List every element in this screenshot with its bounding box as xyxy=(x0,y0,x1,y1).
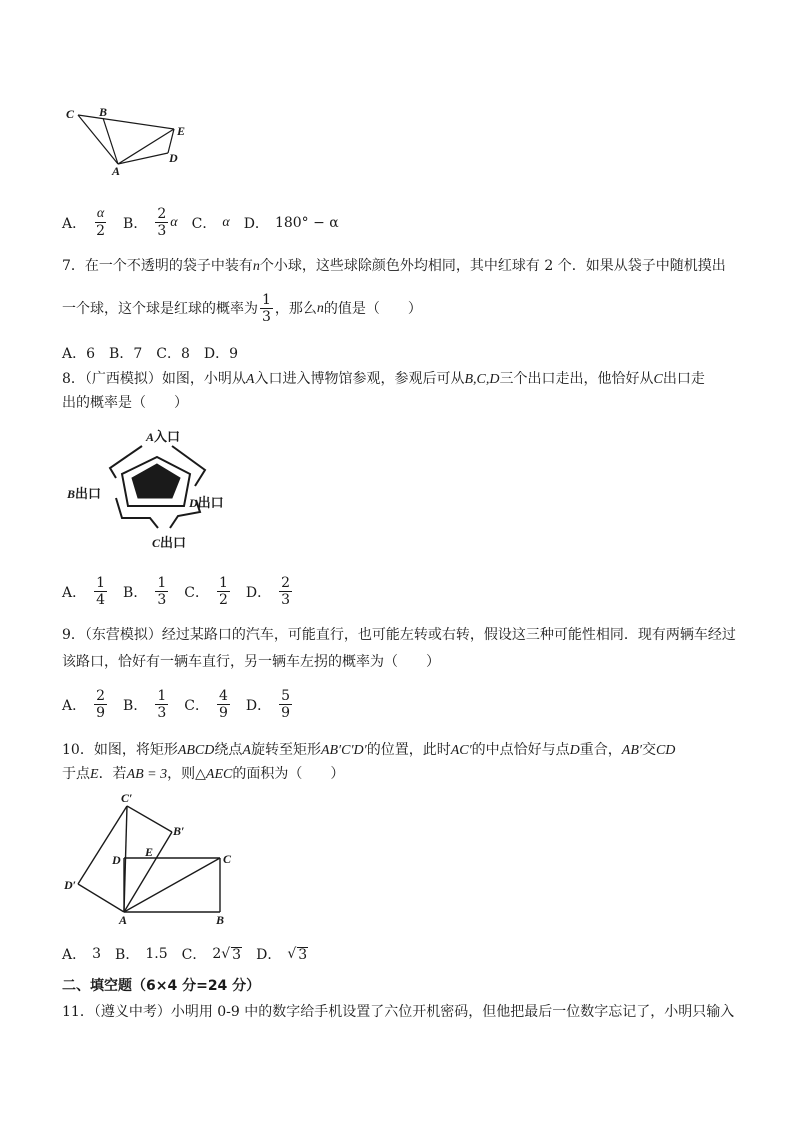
fig10-label-d-prime: D′ xyxy=(64,878,77,892)
q10-line1: 10．如图，将矩形ABCD绕点A旋转至矩形AB′C′D′的位置，此时AC′的中点恰好与点D重合，AB′交CD xyxy=(62,742,676,758)
q8-option-a[interactable]: A． $\frac{1}{4}$ xyxy=(62,575,106,608)
q6-option-b[interactable]: B． $\frac{2}{3}$ α xyxy=(123,206,178,239)
q9-option-c[interactable]: C． $\frac{4}{9}$ xyxy=(184,688,228,721)
q6-option-d[interactable]: D． 180° − α xyxy=(243,214,339,232)
q10-option-c[interactable]: C． 2 √ 3 xyxy=(181,946,242,963)
fig6-label-a: A xyxy=(112,164,121,178)
q9-option-a[interactable]: A． $\frac{2}{9}$ xyxy=(62,688,106,721)
q6-option-c[interactable]: C． α xyxy=(191,214,230,232)
q9-option-b[interactable]: B． $\frac{1}{3}$ xyxy=(123,688,167,721)
fig6-label-c: C xyxy=(66,107,75,121)
section2-title: 二、填空题（6×4 分=24 分） xyxy=(62,978,261,994)
q7-option-b[interactable]: B．7 xyxy=(109,346,143,362)
fig10-label-d: D xyxy=(112,853,121,867)
q9-option-d[interactable]: D． $\frac{5}{9}$ xyxy=(245,688,291,721)
fig10-label-c-prime: C′ xyxy=(121,791,133,805)
q9-line2: 该路口，恰好有一辆车直行，另一辆车左拐的概率为（ ） xyxy=(62,654,440,670)
q7-option-d[interactable]: D．9 xyxy=(203,346,238,362)
q9-line1: 9．（东营模拟）经过某路口的汽车，可能直行，也可能左转或右转，假设这三种可能性相同．现有两辆车经过 xyxy=(62,627,736,643)
q11-line1: 11．（遵义中考）小明用 0-9 中的数字给手机设置了六位开机密码，但他把最后一位数字忘记了，小明只输入 xyxy=(62,1004,735,1020)
q8-option-c[interactable]: C． $\frac{1}{2}$ xyxy=(184,575,228,608)
q7-option-a[interactable]: A．6 xyxy=(62,346,96,362)
exit-c: C出口 xyxy=(152,536,187,551)
q10-options xyxy=(62,944,322,964)
fig10-label-a: A xyxy=(119,913,128,927)
q7-line1: 7．在一个不透明的袋子中装有n个小球，这些球除颜色外均相同，其中红球有 2 个．如果从袋子中随机摸出 xyxy=(62,258,726,274)
q8-option-d[interactable]: D． $\frac{2}{3}$ xyxy=(245,575,291,608)
q10-option-d[interactable]: D． √ 3 xyxy=(256,946,308,963)
fig10-label-e: E xyxy=(145,845,154,859)
fig10-label-b-prime: B′ xyxy=(173,824,185,838)
exit-d: D出口 xyxy=(189,496,224,511)
fig10-label-c: C xyxy=(223,852,232,866)
entrance-a: A入口 xyxy=(146,430,181,445)
exit-b: B出口 xyxy=(67,487,102,502)
q10-line2: 于点E．若AB = 3，则△AEC的面积为（ ） xyxy=(62,766,345,782)
q10-option-a[interactable]: A． 3 xyxy=(62,946,102,963)
q7-option-c[interactable]: C．8 xyxy=(156,346,190,362)
q10-option-b[interactable]: B． 1.5 xyxy=(115,946,168,963)
q6-option-a[interactable]: A． $\frac{\alpha}{2}$ xyxy=(62,206,106,239)
q7-line2: 一个球，这个球是红球的概率为 $\frac{1}{3}$ ，那么 n 的值是（ ） xyxy=(62,292,422,325)
fig6-label-b: B xyxy=(99,105,108,119)
q8-line2: 出的概率是（ ） xyxy=(62,395,188,411)
fig6-label-d: D xyxy=(169,151,178,165)
q8-line1: 8．（广西模拟）如图，小明从A入口进入博物馆参观，参观后可从B,C,D三个出口走出，他恰好从C出口走 xyxy=(62,371,705,387)
q8-option-b[interactable]: B． $\frac{1}{3}$ xyxy=(123,575,167,608)
fig10-label-b: B xyxy=(216,913,225,927)
fig6-label-e: E xyxy=(177,124,186,138)
